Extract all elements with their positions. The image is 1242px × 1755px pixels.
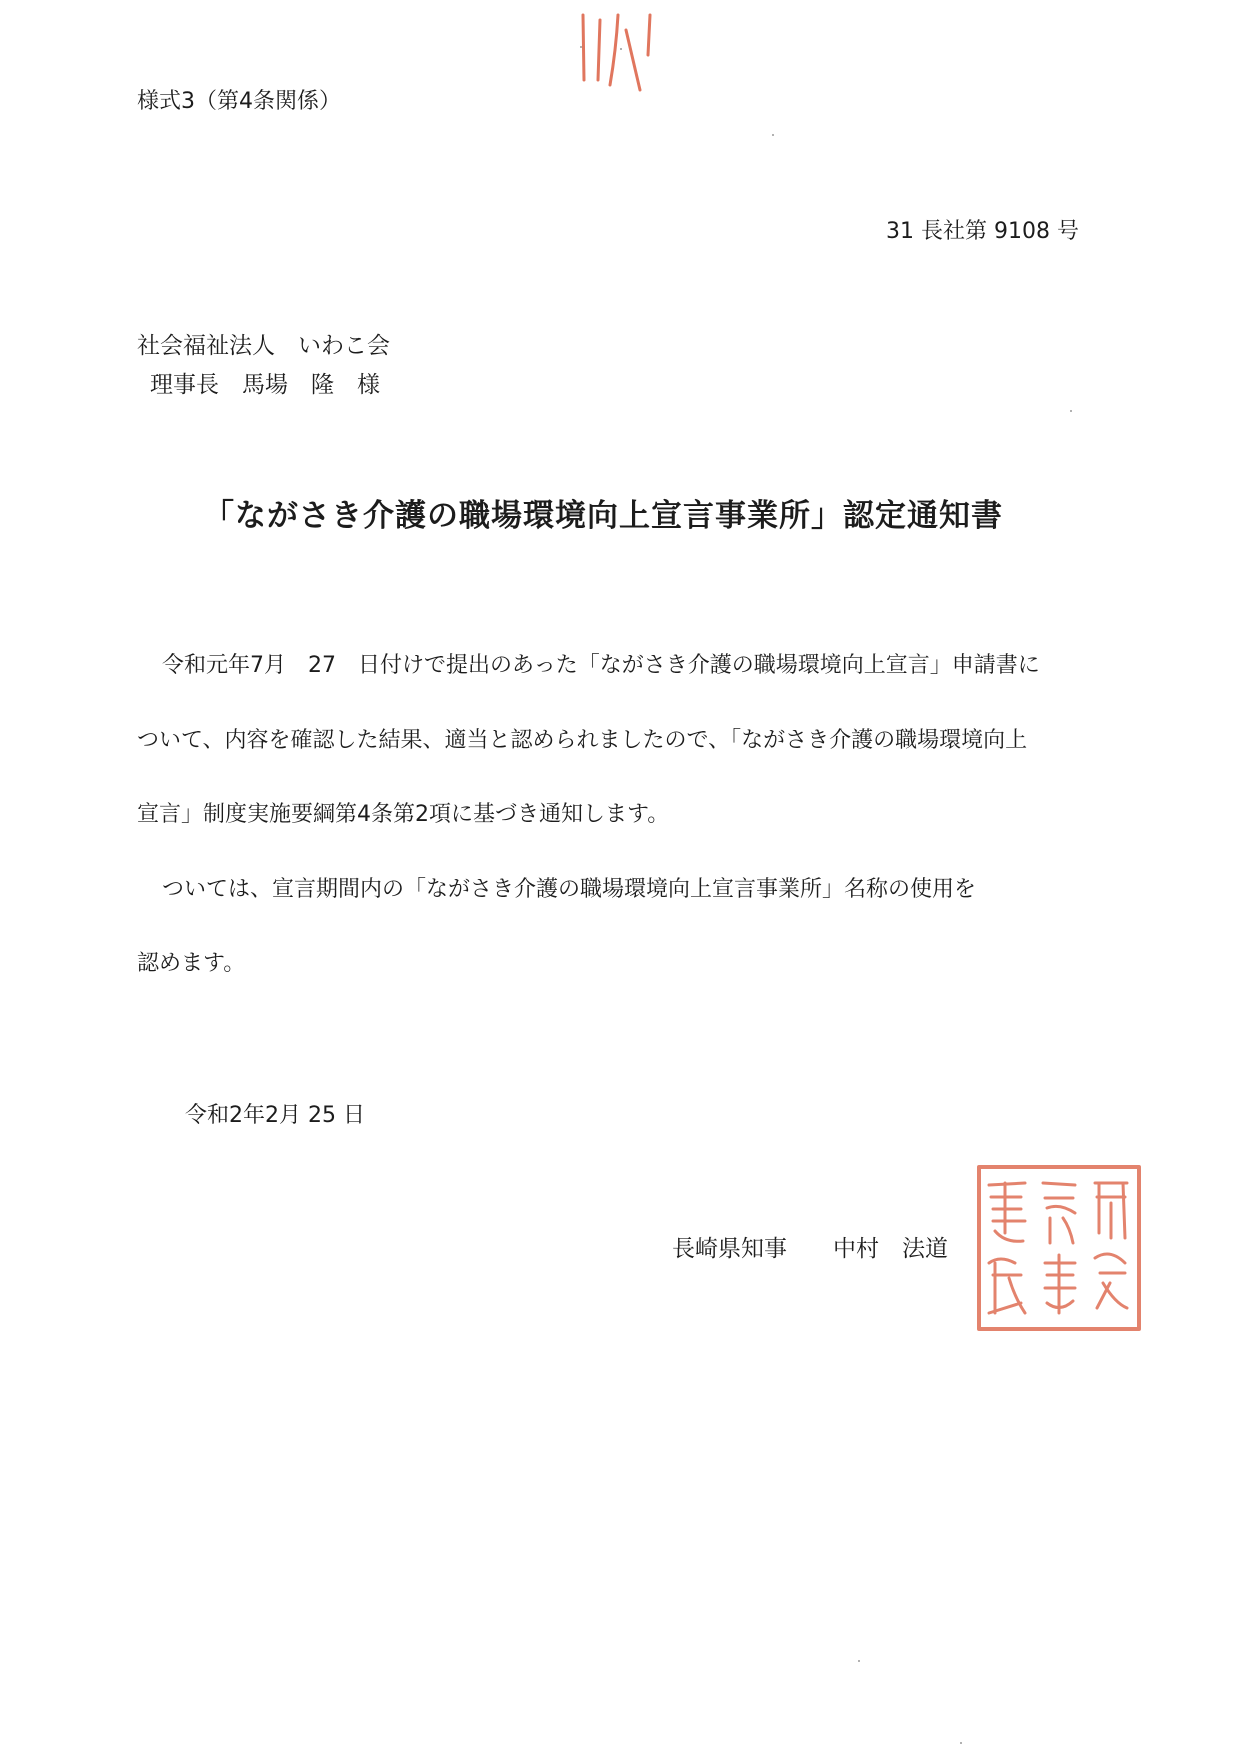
body-line: 認めます。	[137, 951, 246, 976]
body-line: ついて、内容を確認した結果、適当と認められましたので、「ながさき介護の職場環境向上	[137, 728, 1028, 753]
addressee-organization: 社会福祉法人 いわこ会	[137, 333, 390, 359]
body-line: 宣言」制度実施要綱第4条第2項に基づき通知します。	[137, 802, 670, 827]
document-number: 31 長社第 9108 号	[886, 219, 1079, 244]
addressee-person: 理事長 馬場 隆 様	[150, 372, 380, 398]
official-seal	[975, 1163, 1143, 1333]
issue-date: 令和2年2月 25 日	[185, 1103, 365, 1128]
red-margin-marks	[578, 10, 658, 95]
document-title: 「ながさき介護の職場環境向上宣言事業所」認定通知書	[203, 498, 1003, 534]
form-label: 様式3（第4条関係）	[137, 89, 341, 114]
body-line: ついては、宣言期間内の「ながさき介護の職場環境向上宣言事業所」名称の使用を	[162, 877, 977, 902]
signatory: 長崎県知事 中村 法道	[672, 1236, 948, 1262]
body-line: 令和元年7月 27 日付けで提出のあった「ながさき介護の職場環境向上宣言」申請書に	[162, 653, 1040, 678]
